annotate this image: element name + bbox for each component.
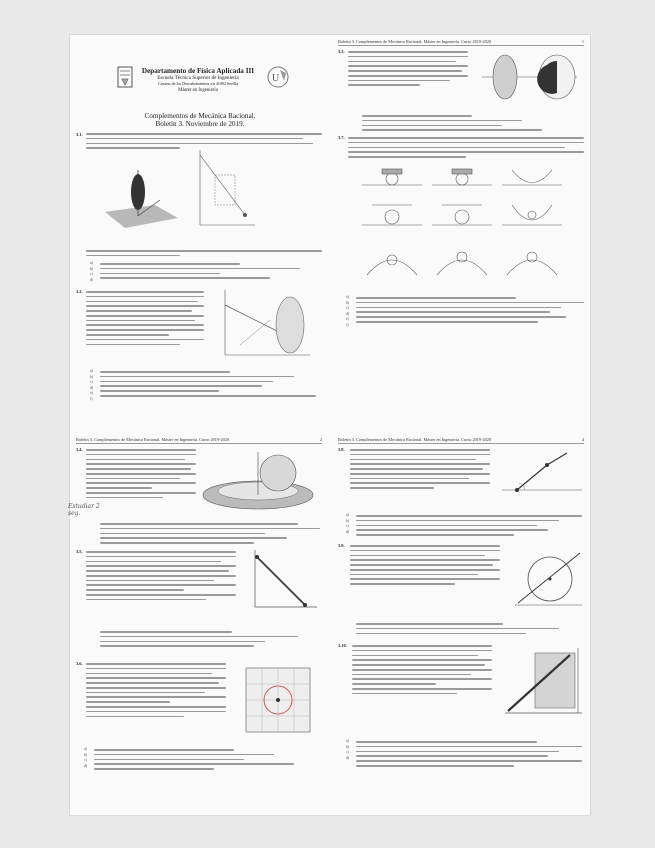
item-label: c) <box>90 380 93 385</box>
item-label: b) <box>84 752 87 757</box>
item-label: c) <box>346 750 349 755</box>
item-text <box>100 263 300 282</box>
exercise-text <box>348 51 468 89</box>
school-name: Escuela Técnica Superior de Ingeniería <box>157 75 239 81</box>
exercise-text-cont <box>86 250 322 260</box>
exercise-items <box>84 747 87 769</box>
exercise-text <box>86 551 236 604</box>
department-header <box>138 67 258 93</box>
bulletin-date: Boletín 3. Noviembre de 2019. <box>155 120 245 128</box>
item-label: a) <box>346 295 349 299</box>
exercise-items <box>90 369 93 403</box>
exercise-number: 3.5. <box>76 549 83 554</box>
exercise-number: 3.9. <box>338 543 345 548</box>
item-text <box>100 371 316 400</box>
item-text <box>356 741 582 770</box>
bulletin-title <box>110 112 290 128</box>
geometry-figure <box>190 145 260 235</box>
exercise-number: 3.2. <box>76 289 83 294</box>
us-logo-icon <box>266 65 290 89</box>
item-text <box>100 631 320 650</box>
exercise-text <box>350 545 500 588</box>
item-label: c) <box>90 272 93 277</box>
header-text: Boletín 3. Complementos de Mecánica Racional. Máster en Ingeniería. Curso 2019-2020 <box>338 39 492 44</box>
page-number: 1 <box>581 39 584 44</box>
item-label: d) <box>346 311 349 316</box>
exercise-number: 3.6. <box>76 661 83 666</box>
item-label: d) <box>90 385 93 390</box>
sliding-rod-figure <box>245 545 323 615</box>
page-number: 4 <box>581 437 584 442</box>
item-text <box>356 297 584 326</box>
handwritten-note: Estudiar 2 seg. <box>68 503 100 517</box>
linkage-figure <box>497 445 585 505</box>
exercise-text <box>86 663 226 720</box>
item-label: d) <box>346 755 349 760</box>
running-header <box>76 433 322 444</box>
item-label: b) <box>90 374 93 379</box>
page-3 <box>70 433 328 813</box>
scanned-sheet <box>70 35 590 815</box>
item-label: d) <box>346 529 349 534</box>
rolling-disk-figure <box>100 160 180 232</box>
exercise-text <box>350 449 490 492</box>
exercise-number: 3.4. <box>76 447 83 452</box>
configurations-figure-grid <box>362 165 562 285</box>
circle-rod-figure <box>510 543 586 613</box>
item-label: f) <box>90 396 93 401</box>
plate-wall-figure <box>500 643 586 723</box>
exercise-number: 3.3. <box>338 49 345 54</box>
exercise-text <box>352 645 492 698</box>
exercise-text <box>348 137 584 161</box>
svg-text:U: U <box>272 73 280 84</box>
page-2 <box>332 35 590 415</box>
disk-axis-figure <box>210 285 320 365</box>
address: Camino de los Descubrimientos s/n 41092 Sevilla <box>158 81 238 86</box>
item-label: b) <box>346 300 349 305</box>
exercise-number: 3.10. <box>338 643 347 648</box>
exercise-number: 3.8. <box>338 447 345 452</box>
exercise-items <box>90 261 93 283</box>
item-label: f) <box>346 322 349 327</box>
running-header <box>338 35 584 46</box>
item-label: c) <box>84 758 87 763</box>
item-label: a) <box>90 261 93 265</box>
exercise-text <box>86 449 196 502</box>
item-label: c) <box>346 306 349 311</box>
degree: Máster en Ingeniería <box>178 88 218 93</box>
item-label: e) <box>90 391 93 396</box>
item-label: c) <box>346 524 349 529</box>
sphere-on-disk-figure <box>198 447 324 517</box>
running-header <box>338 433 584 444</box>
exercise-number: 3.7. <box>338 135 345 140</box>
item-text <box>100 523 320 547</box>
exercise-items <box>346 295 349 329</box>
item-label: b) <box>346 518 349 523</box>
item-label: a) <box>84 747 87 751</box>
university-logo-icon <box>116 65 134 89</box>
item-label: a) <box>346 513 349 517</box>
department-name: Departamento de Física Aplicada III <box>141 67 255 75</box>
header-text: Boletín 3. Complementos de Mecánica Racional. Máster en Ingeniería. Curso 2019-2020 <box>76 437 230 442</box>
item-text <box>94 749 294 773</box>
page-1 <box>70 35 328 415</box>
exercise-text <box>86 291 204 348</box>
item-label: b) <box>90 266 93 271</box>
page-4 <box>332 433 590 813</box>
exercise-items <box>346 739 349 761</box>
item-label: d) <box>84 763 87 768</box>
exercise-number: 3.1. <box>76 132 83 137</box>
item-label: b) <box>346 744 349 749</box>
item-text <box>356 623 582 637</box>
item-label: e) <box>346 317 349 322</box>
item-label: a) <box>346 739 349 743</box>
item-text <box>362 115 562 134</box>
page-number: 2 <box>319 437 322 442</box>
two-disks-figure <box>477 47 585 107</box>
exercise-items <box>346 513 349 535</box>
header-text: Boletín 3. Complementos de Mecánica Racional. Máster en Ingeniería. Curso 2019-2020 <box>338 437 492 442</box>
plate-grid-figure <box>238 658 322 742</box>
item-label: d) <box>90 277 93 282</box>
item-text <box>356 515 582 539</box>
course-title: Complementos de Mecánica Racional. <box>144 112 256 120</box>
item-label: a) <box>90 369 93 373</box>
